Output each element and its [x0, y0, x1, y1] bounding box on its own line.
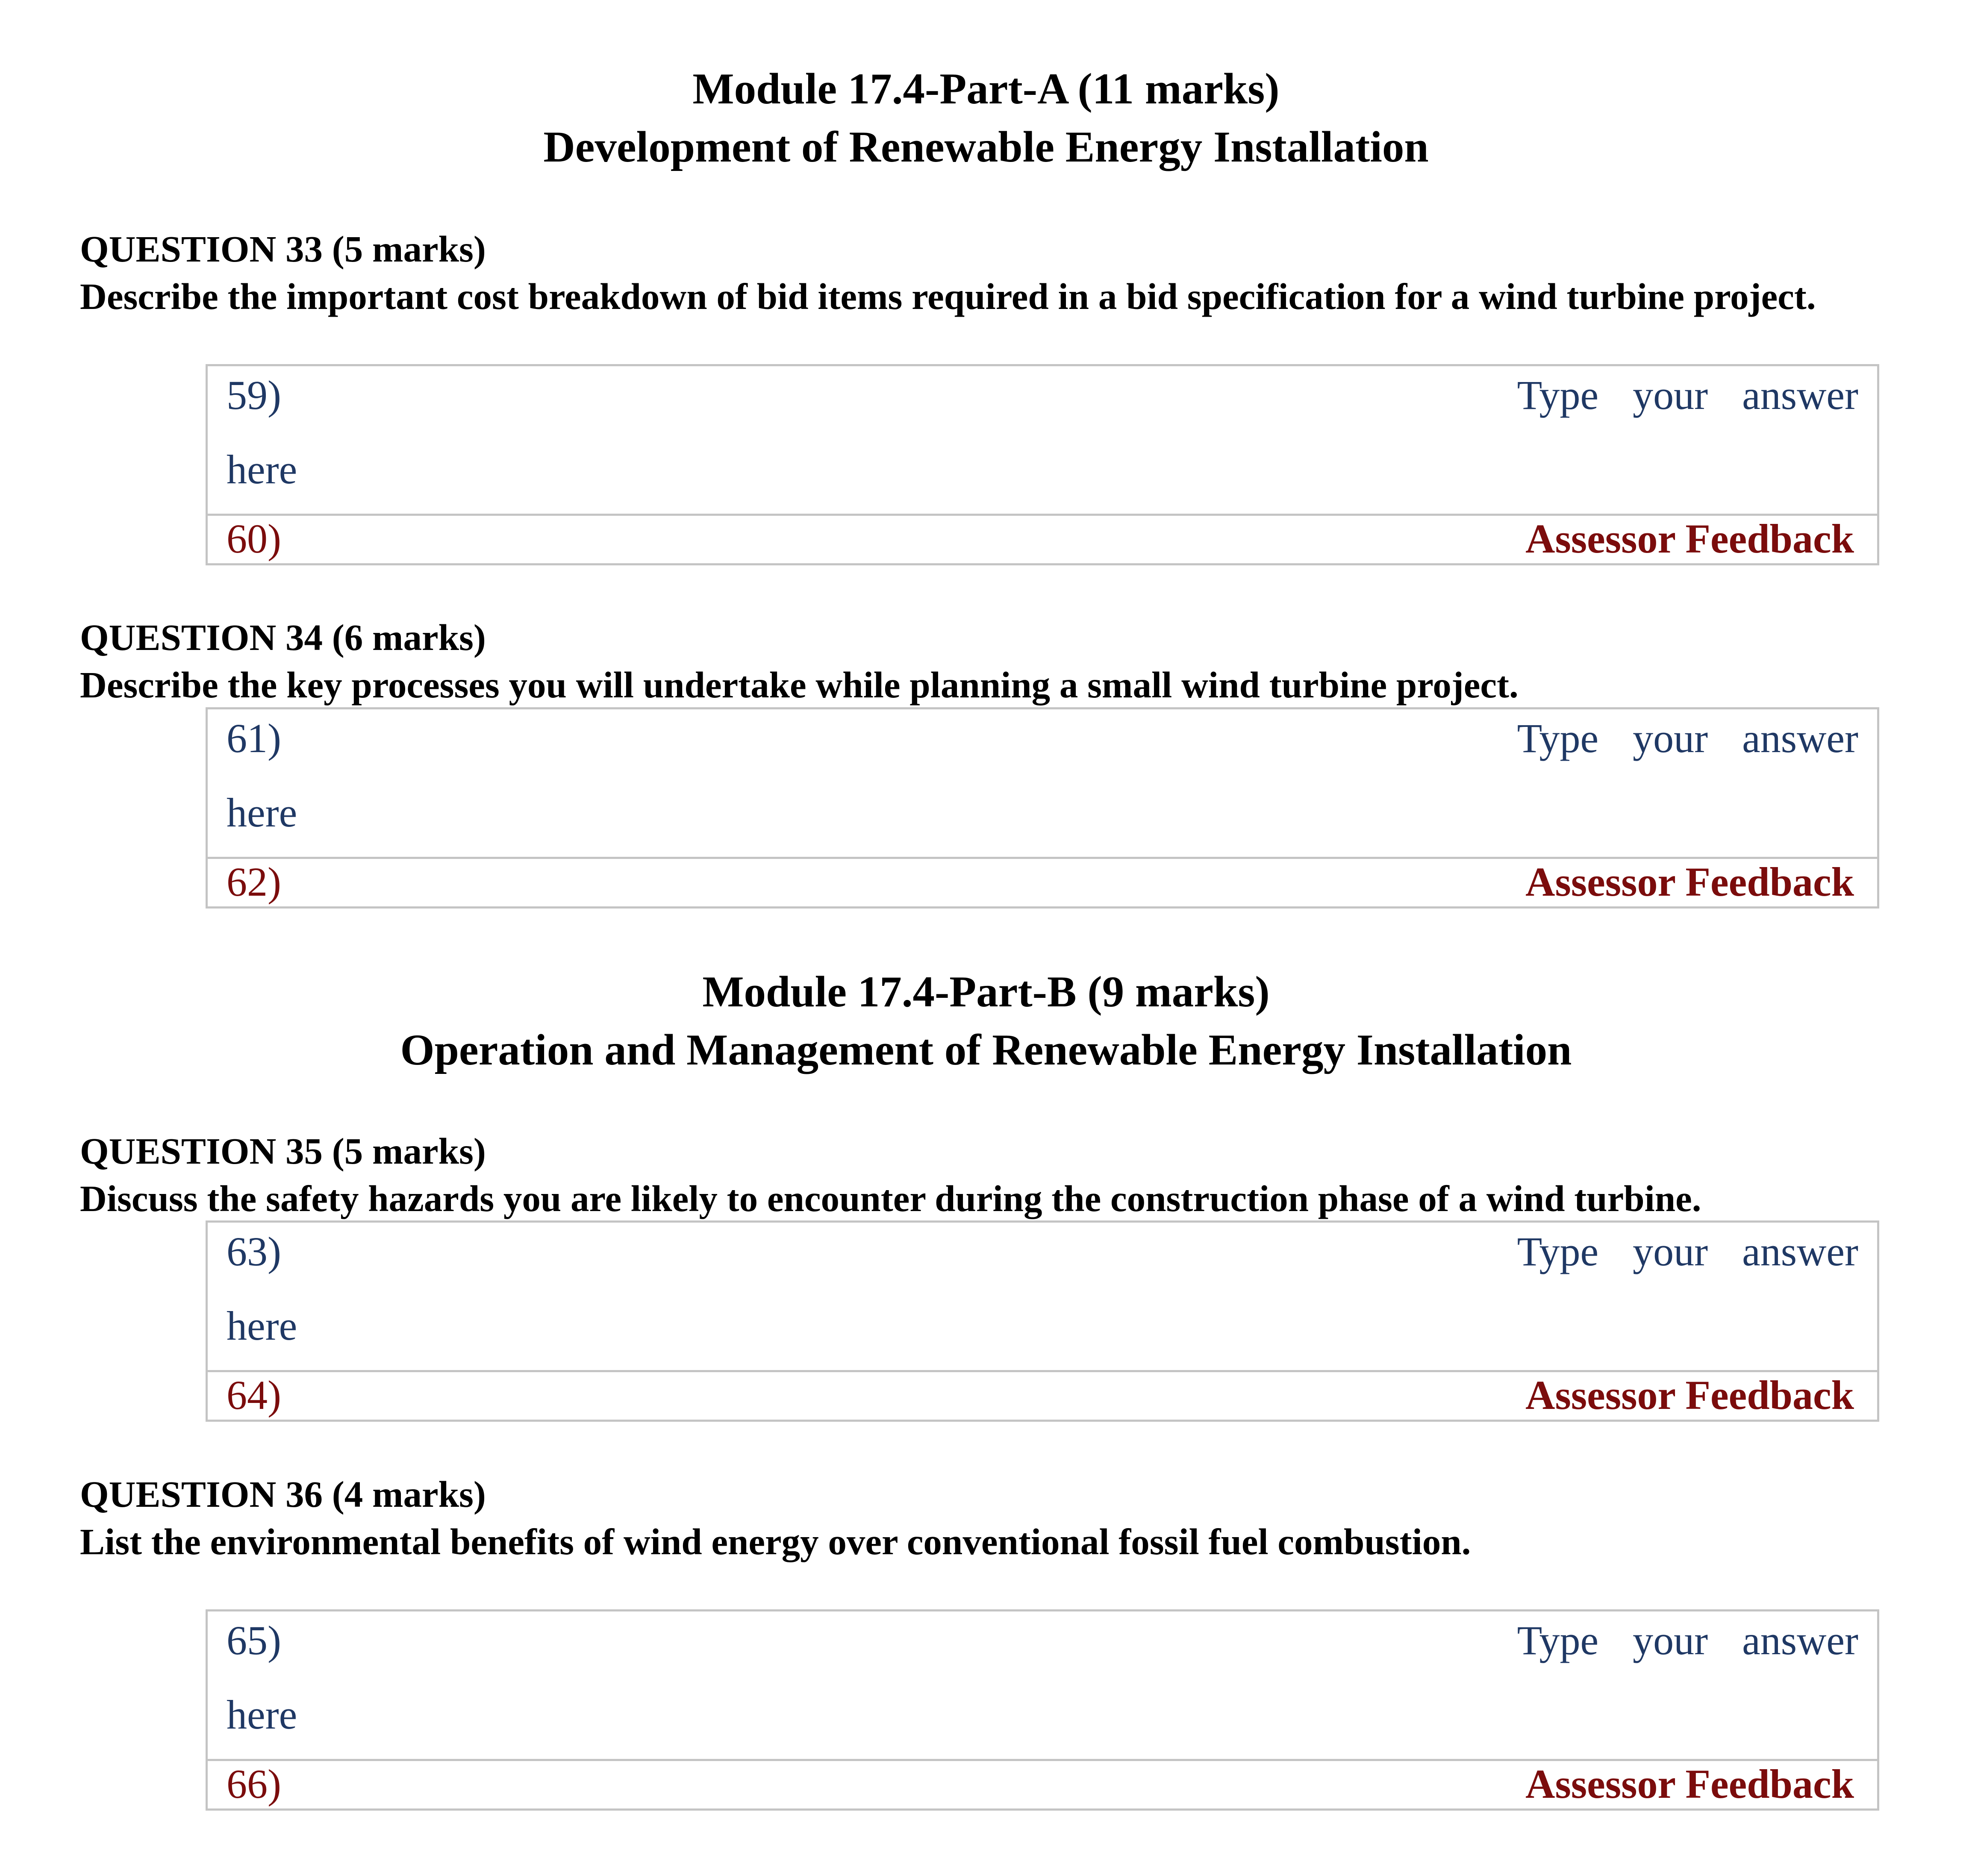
question-36 — [80, 1470, 1901, 1565]
assessor-feedback-field[interactable] — [208, 859, 1877, 906]
answer-box-q33 — [206, 364, 1879, 565]
answer-prompt-continued: here — [227, 447, 297, 492]
answer-box-q34 — [206, 707, 1879, 909]
answer-box-q36 — [206, 1609, 1879, 1811]
answer-prompt: Type your answer — [1517, 372, 1858, 418]
feedback-number: 64) — [227, 1372, 281, 1418]
feedback-number: 62) — [227, 859, 281, 905]
assessor-feedback-field[interactable] — [208, 516, 1877, 563]
answer-box-q35 — [206, 1220, 1879, 1422]
answer-prompt-continued: here — [227, 1692, 297, 1738]
question-35 — [80, 1127, 1901, 1222]
module-heading: Module 17.4-Part-A (11 marks) — [692, 65, 1280, 113]
answer-prompt: Type your answer — [1517, 715, 1858, 761]
answer-number: 65) — [227, 1617, 281, 1663]
question-34 — [80, 614, 1901, 709]
answer-prompt-continued: here — [227, 790, 297, 835]
assessor-feedback-field[interactable] — [208, 1761, 1877, 1808]
answer-field[interactable] — [208, 709, 1877, 859]
question-text: Describe the important cost breakdown of bid items required in a bid specification for a wind turbine project. — [80, 276, 1816, 317]
answer-prompt: Type your answer — [1517, 1617, 1858, 1663]
question-text: Describe the key processes you will undertake while planning a small wind turbine project. — [80, 664, 1519, 706]
question-33 — [80, 225, 1901, 320]
question-text: List the environmental benefits of wind energy over conventional fossil fuel combustion. — [80, 1521, 1471, 1562]
feedback-label: Assessor Feedback — [1525, 859, 1854, 905]
module-part-b-header — [0, 963, 1972, 1079]
feedback-number: 60) — [227, 516, 281, 562]
module-subheading: Development of Renewable Energy Installation — [543, 123, 1429, 171]
answer-number: 61) — [227, 715, 281, 761]
feedback-label: Assessor Feedback — [1525, 516, 1854, 562]
question-title: QUESTION 34 (6 marks) — [80, 617, 486, 658]
answer-prompt-continued: here — [227, 1303, 297, 1349]
question-text: Discuss the safety hazards you are likely to encounter during the construction phase of a wind turbine. — [80, 1178, 1701, 1219]
feedback-number: 66) — [227, 1761, 281, 1807]
feedback-label: Assessor Feedback — [1525, 1372, 1854, 1418]
answer-field[interactable] — [208, 1223, 1877, 1372]
question-title: QUESTION 36 (4 marks) — [80, 1473, 486, 1515]
answer-number: 63) — [227, 1229, 281, 1274]
feedback-label: Assessor Feedback — [1525, 1761, 1854, 1807]
module-subheading: Operation and Management of Renewable Energy Installation — [400, 1026, 1572, 1074]
module-heading: Module 17.4-Part-B (9 marks) — [702, 967, 1270, 1016]
module-part-a-header — [0, 60, 1972, 176]
answer-prompt: Type your answer — [1517, 1229, 1858, 1274]
question-title: QUESTION 33 (5 marks) — [80, 228, 486, 270]
answer-field[interactable] — [208, 366, 1877, 516]
question-title: QUESTION 35 (5 marks) — [80, 1130, 486, 1172]
answer-field[interactable] — [208, 1611, 1877, 1761]
assessor-feedback-field[interactable] — [208, 1372, 1877, 1420]
answer-number: 59) — [227, 372, 281, 418]
